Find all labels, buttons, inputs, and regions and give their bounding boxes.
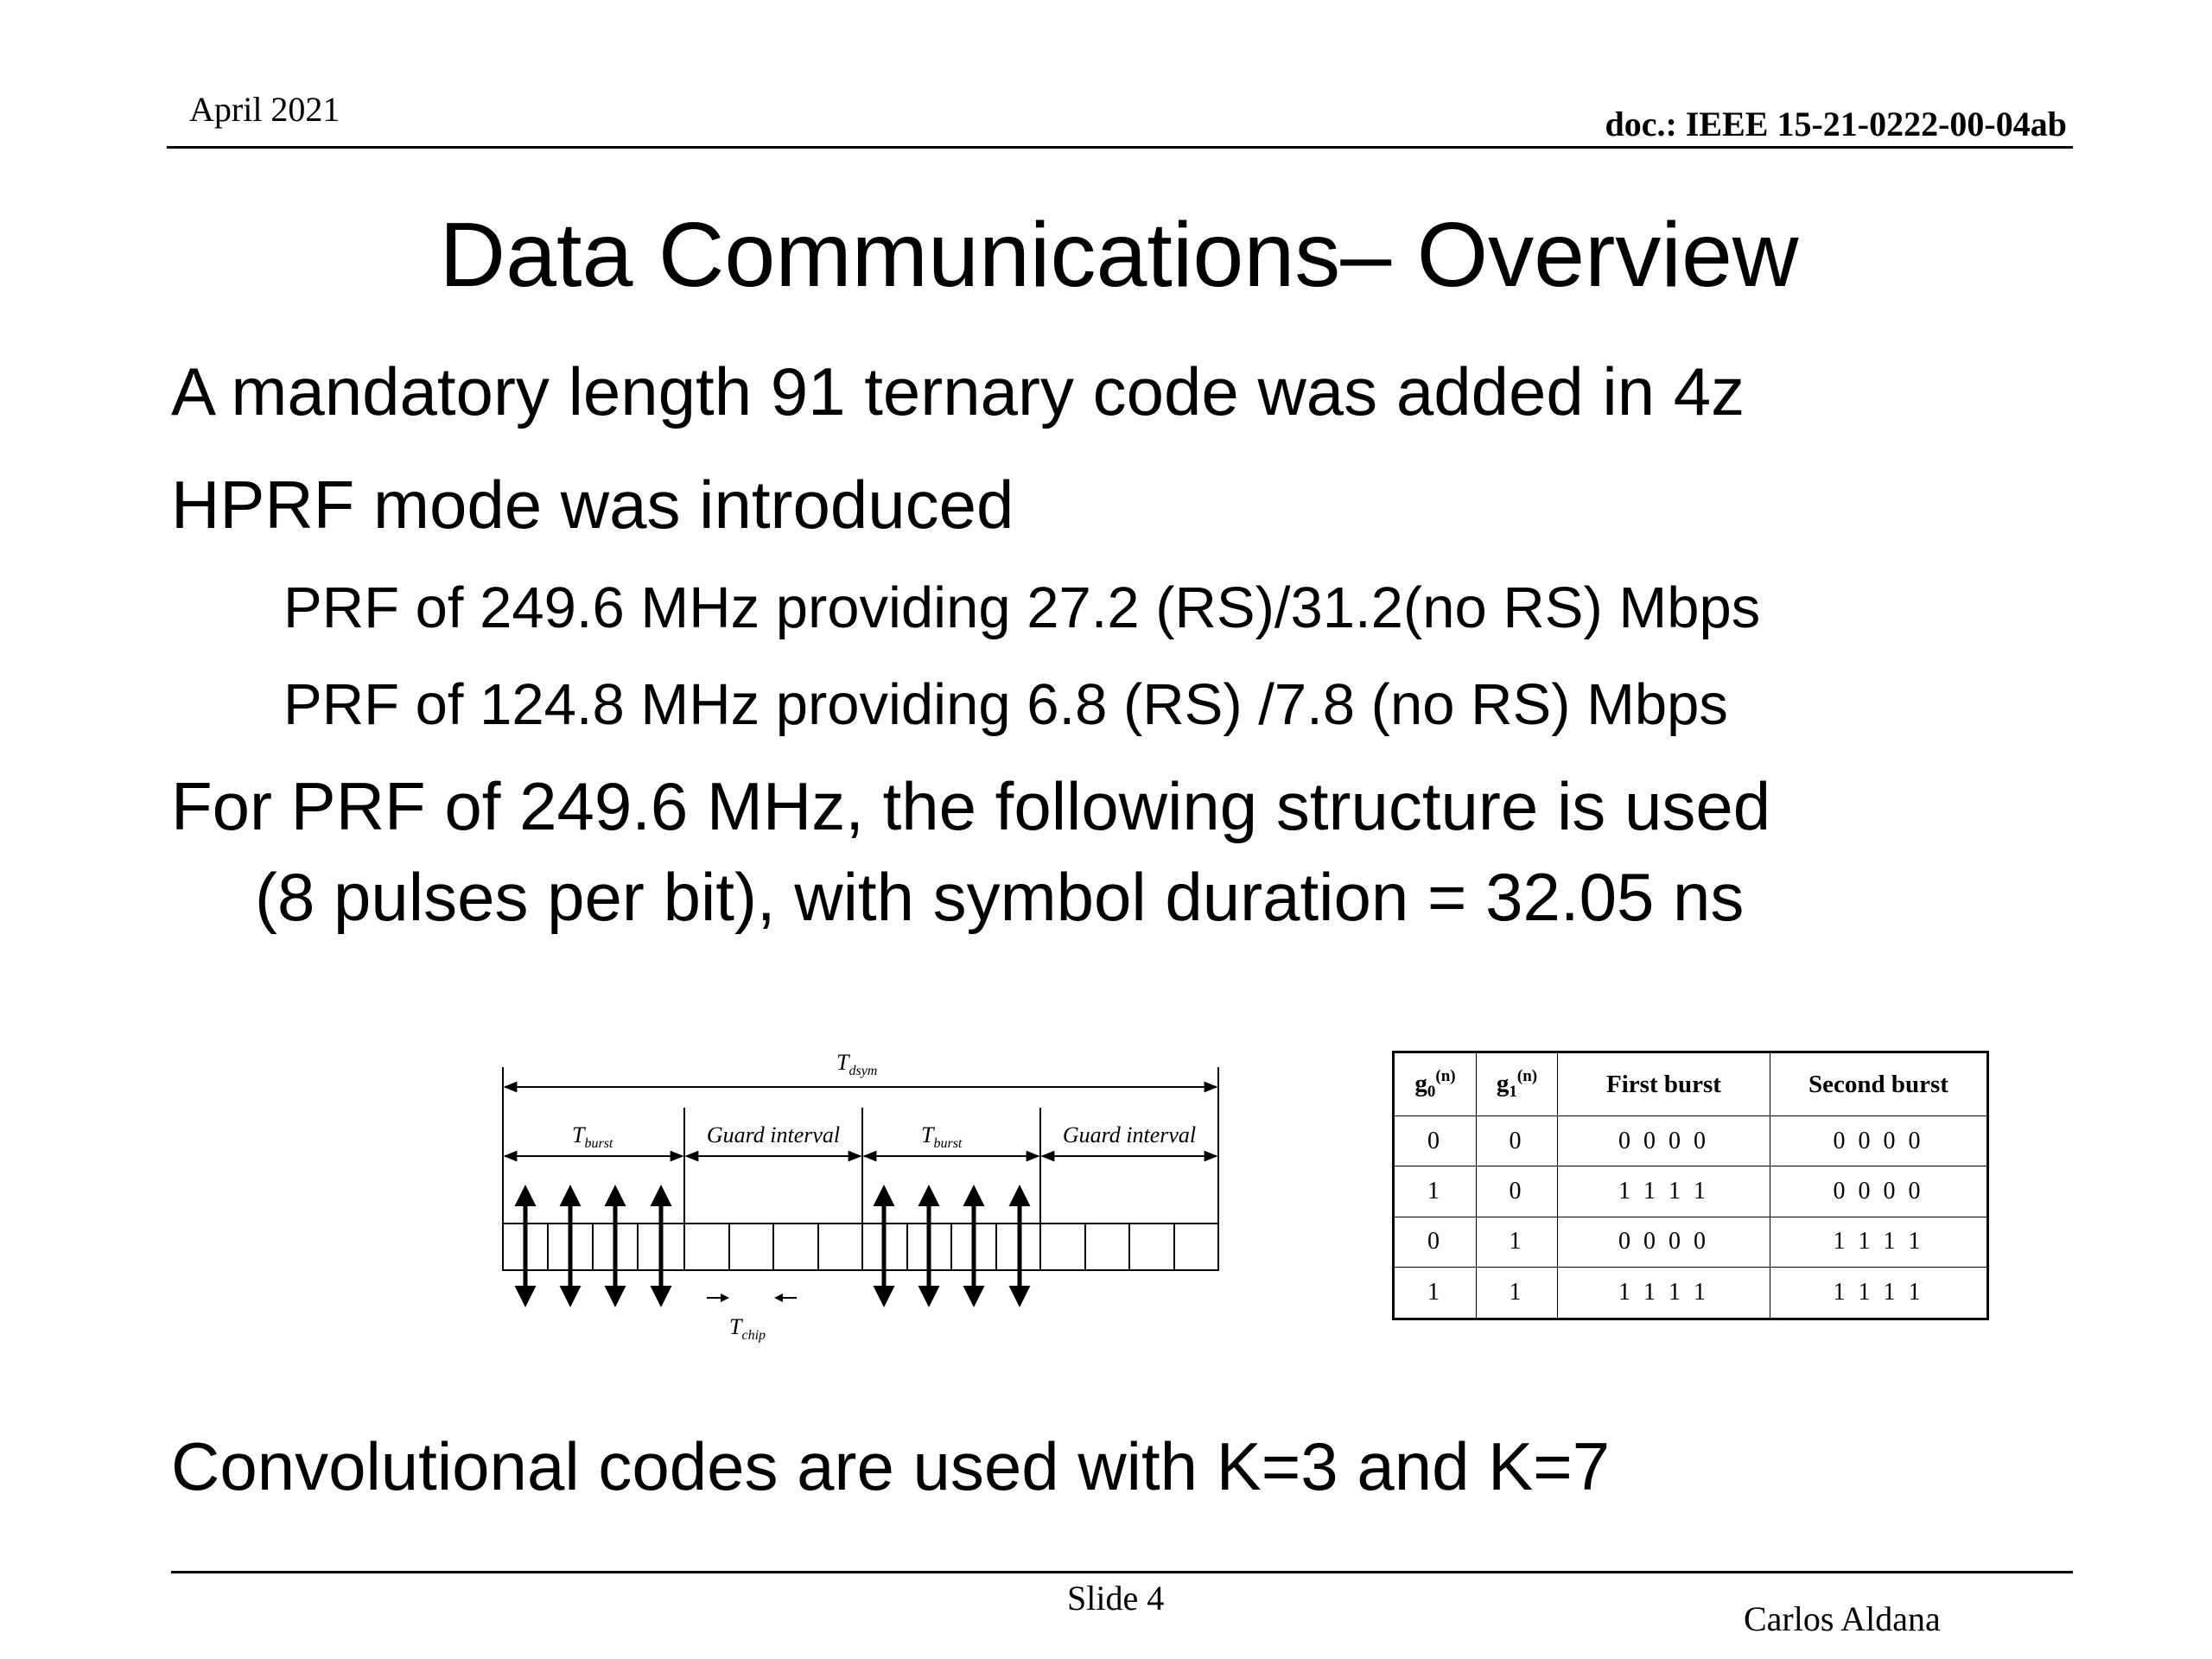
label-t-burst-2: $T_{burst}$ [921,1122,963,1151]
label-guard-interval-1: Guard interval [706,1122,841,1147]
slide-number: Slide 4 [1067,1579,1165,1618]
label-t-dsym: $T_{dsym}$ [836,1050,878,1078]
cell-g0: 1 [1394,1267,1477,1319]
header-second-burst: Second burst [1770,1052,1988,1116]
cell-first-burst: 0 0 0 0 [1558,1217,1770,1267]
label-t-burst-1: $T_{burst}$ [572,1122,613,1151]
cell-first-burst: 1 1 1 1 [1558,1166,1770,1217]
cell-g1: 1 [1477,1267,1558,1319]
table-row [1394,1217,1988,1267]
header-date: April 2021 [189,90,340,129]
header-g1: $g_1^{(n)}$ [1477,1052,1558,1116]
bullet-structure-line2: (8 pulses per bit), with symbol duration = 32.05 ns [255,859,1745,935]
bullet-convolutional-codes: Convolutional codes are used with K=3 and K=7 [171,1428,1611,1504]
cell-g0: 0 [1394,1116,1477,1166]
label-guard-interval-2: Guard interval [1062,1122,1197,1147]
header-doc-number: doc.: IEEE 15-21-0222-00-04ab [1605,105,2067,143]
bullet-structure-line1: For PRF of 249.6 MHz, the following structure is used [171,768,1771,844]
sub-bullet-prf-249: PRF of 249.6 MHz providing 27.2 (RS)/31.2(no RS) Mbps [283,575,1761,640]
table-row [1394,1116,1988,1166]
cell-second-burst: 1 1 1 1 [1770,1267,1988,1319]
cell-first-burst: 1 1 1 1 [1558,1267,1770,1319]
cell-g1: 0 [1477,1166,1558,1217]
cell-first-burst: 0 0 0 0 [1558,1116,1770,1166]
table-row [1394,1166,1988,1217]
burst-mapping-table [1392,1051,1989,1320]
cell-second-burst: 0 0 0 0 [1770,1116,1988,1166]
burst-structure-diagram [493,1046,1227,1357]
slide-title: Data Communications– Overview [439,204,1799,306]
cell-g1: 0 [1477,1116,1558,1166]
header-first-burst: First burst [1558,1052,1770,1116]
footer-rule [171,1571,2073,1573]
header-rule [167,146,2073,149]
cell-g0: 1 [1394,1166,1477,1217]
cell-g0: 0 [1394,1217,1477,1267]
bullet-ternary-code: A mandatory length 91 ternary code was added in 4z [171,353,1745,429]
table-row [1394,1267,1988,1319]
cell-second-burst: 1 1 1 1 [1770,1217,1988,1267]
bullet-hprf-mode: HPRF mode was introduced [171,467,1014,543]
label-t-chip: $T_{chip}$ [729,1314,766,1343]
footer-author: Carlos Aldana [1744,1599,1941,1638]
header-g0: $g_0^{(n)}$ [1394,1052,1477,1116]
table-header-row [1394,1052,1988,1116]
sub-bullet-prf-124: PRF of 124.8 MHz providing 6.8 (RS) /7.8 (no RS) Mbps [283,672,1728,737]
cell-second-burst: 0 0 0 0 [1770,1166,1988,1217]
cell-g1: 1 [1477,1217,1558,1267]
